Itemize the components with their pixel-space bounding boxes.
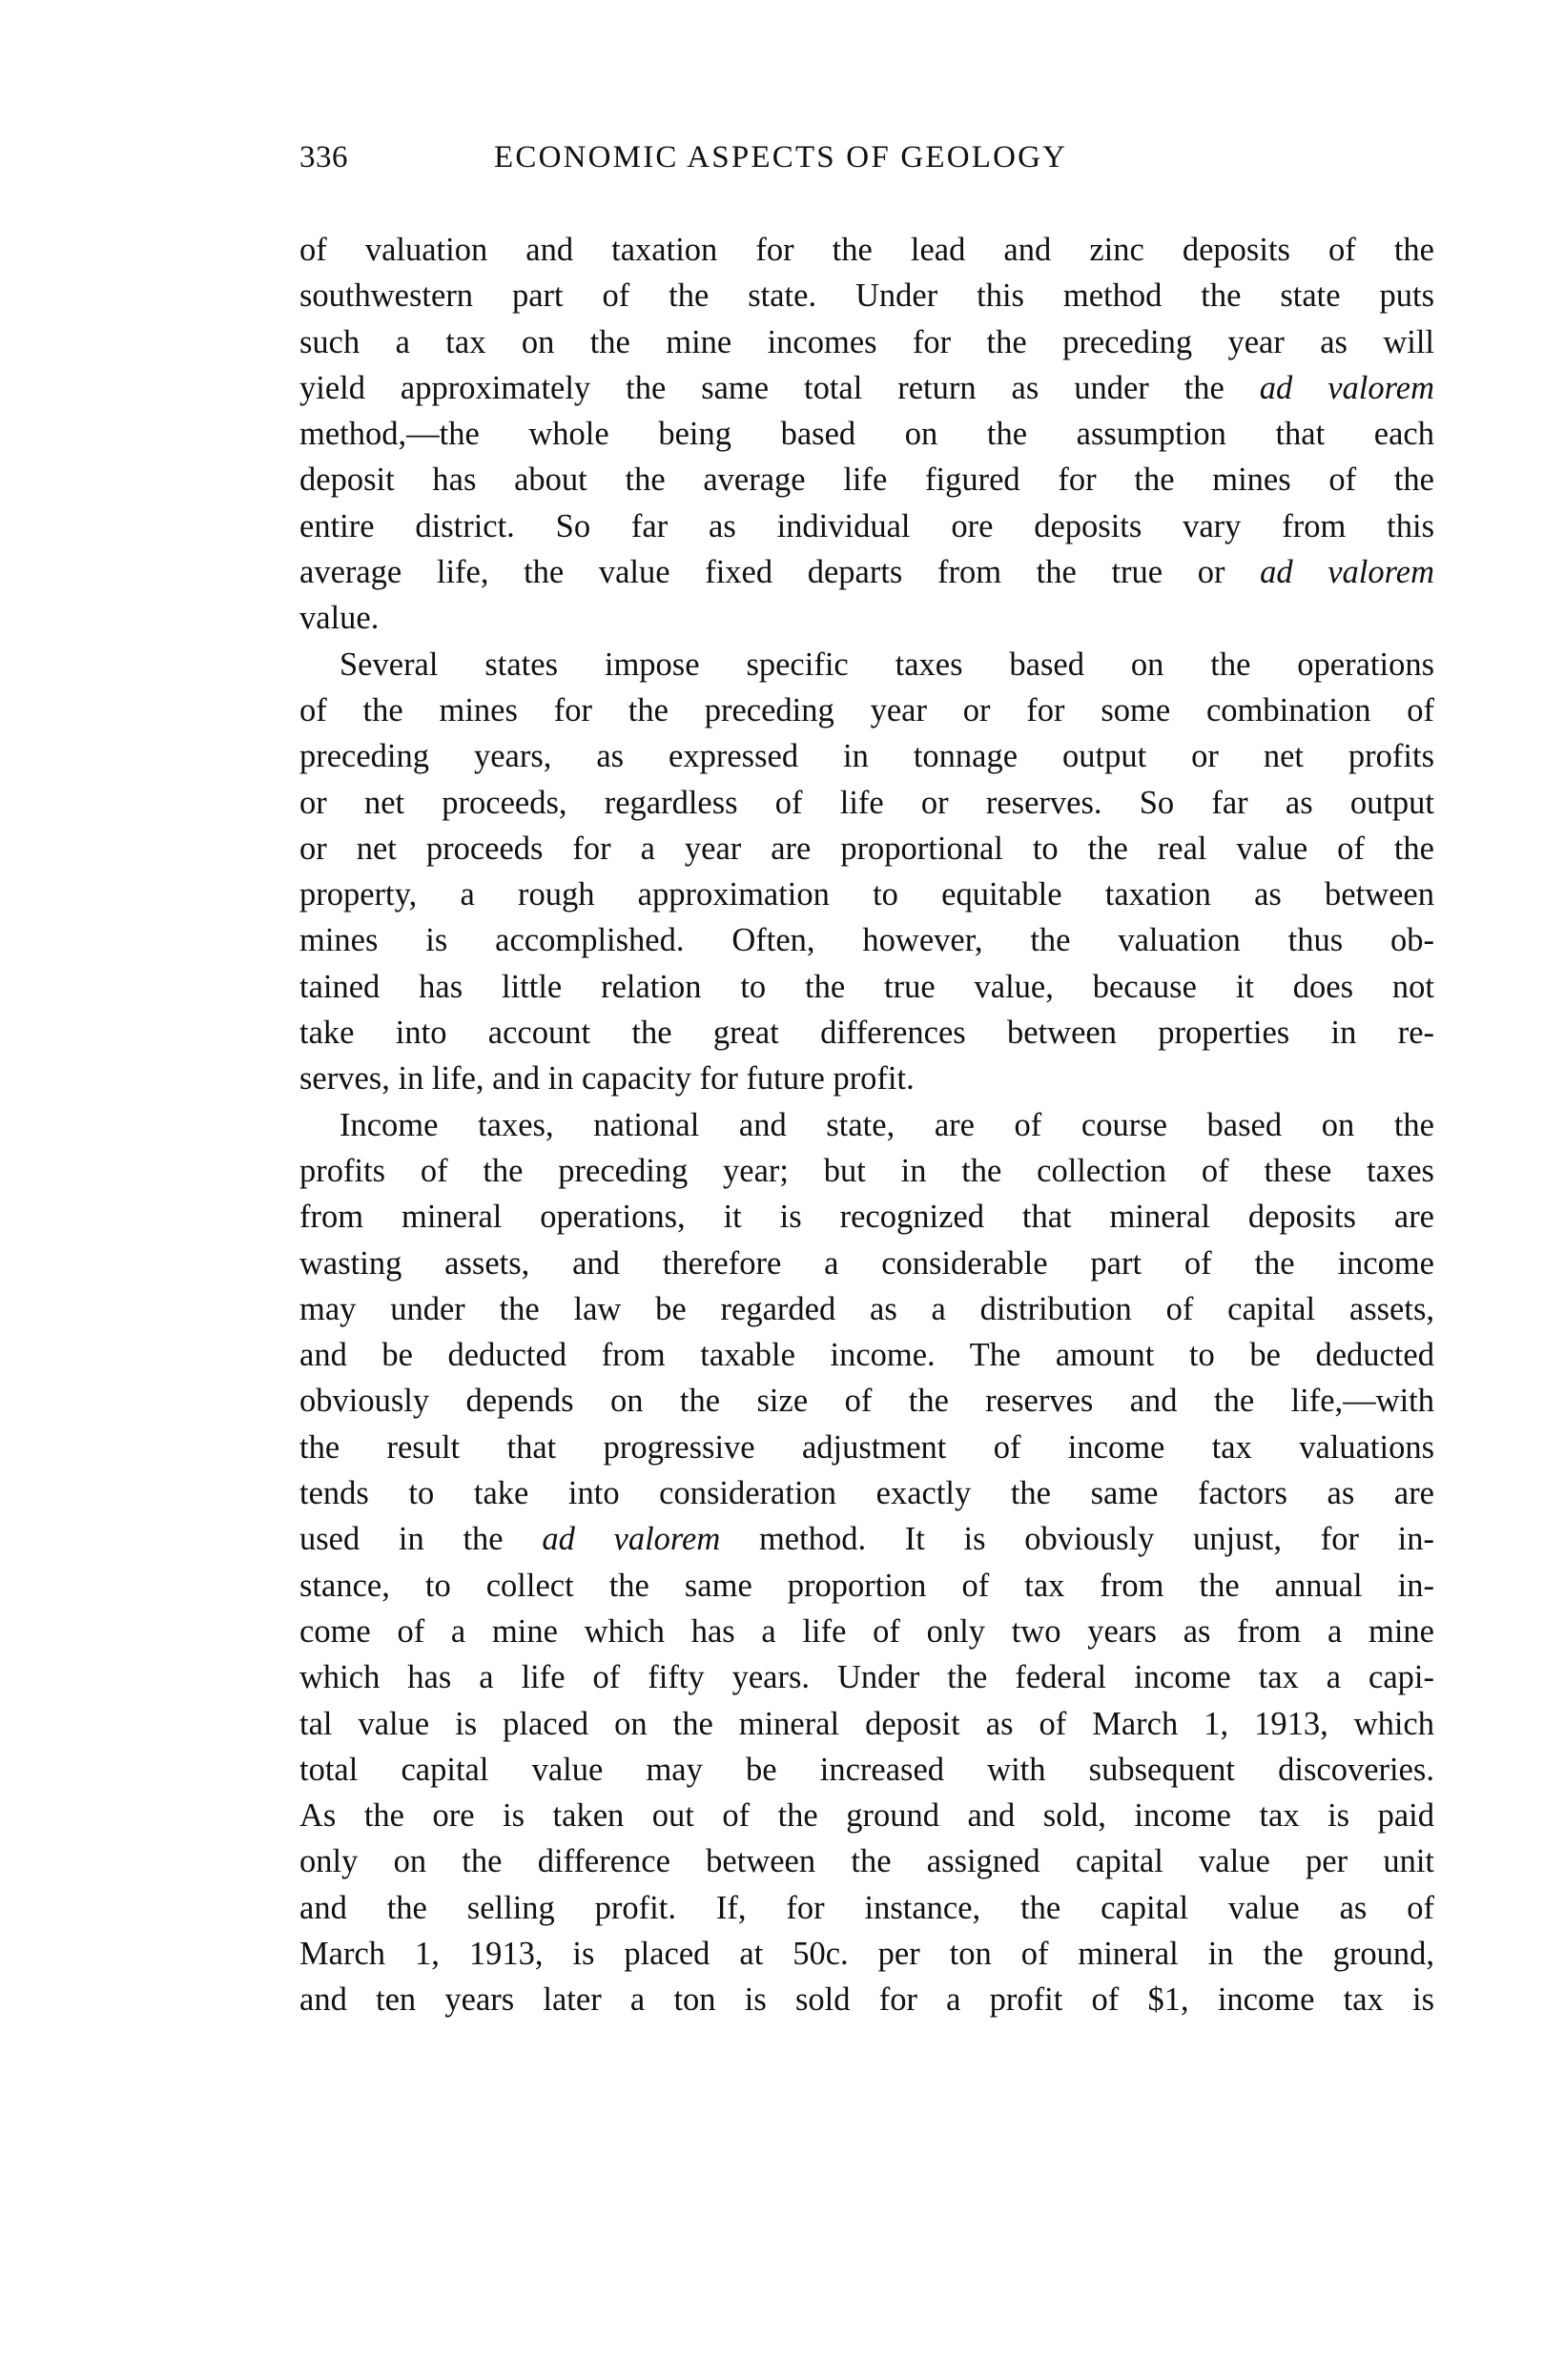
text-run: March 1, 1913, is placed at 50c. per ton of mineral in the ground,	[299, 1935, 1434, 1972]
text-run: method,—the whole being based on the assumption that each	[299, 416, 1434, 453]
text-line	[299, 1102, 1434, 1148]
text-line	[299, 365, 1434, 411]
page-number: 336	[299, 140, 348, 174]
text-run: and be deducted from taxable income. The amount to be deducted	[299, 1337, 1434, 1374]
text-run: yield approximately the same total return as under the	[299, 369, 1260, 406]
text-run: such a tax on the mine incomes for the preceding year as will	[299, 323, 1434, 360]
text-run: tal value is placed on the mineral deposit as of March 1, 1913, which	[299, 1705, 1434, 1742]
text-line	[299, 964, 1434, 1010]
text-line	[299, 227, 1434, 273]
text-line	[299, 1793, 1434, 1838]
text-run: and the selling profit. If, for instance, the capital value as of	[299, 1889, 1434, 1926]
text-run: or net proceeds, regardless of life or reserves. So far as output	[299, 784, 1434, 821]
text-line	[299, 1010, 1434, 1056]
text-run: Several states impose specific taxes based on the operations	[340, 646, 1434, 683]
text-run: from mineral operations, it is recognized that mineral deposits are	[299, 1199, 1434, 1236]
text-line	[299, 1885, 1434, 1931]
text-line	[299, 273, 1434, 318]
text-line	[299, 1516, 1434, 1562]
text-line	[299, 733, 1434, 779]
text-run: stance, to collect the same proportion of tax from the annual in-	[299, 1567, 1434, 1604]
text-run: preceding years, as expressed in tonnage output or net profits	[299, 738, 1434, 775]
text-run: serves, in life, and in capacity for future profit.	[299, 1060, 915, 1098]
text-line	[299, 1931, 1434, 1977]
text-line	[299, 642, 1434, 687]
text-line	[299, 826, 1434, 872]
text-line	[299, 917, 1434, 963]
text-run: method. It is obviously unjust, for in-	[720, 1521, 1434, 1558]
text-line	[299, 780, 1434, 826]
text-line	[299, 1332, 1434, 1378]
text-line	[299, 457, 1434, 503]
text-run: only on the difference between the assigned capital value per unit	[299, 1843, 1434, 1880]
text-run: total capital value may be increased with subsequent discoveries.	[299, 1751, 1434, 1788]
text-line	[299, 503, 1434, 549]
italic-phrase: ad valorem	[542, 1521, 721, 1558]
running-title: ECONOMIC ASPECTS OF GEOLOGY	[494, 140, 1068, 174]
text-run: wasting assets, and therefore a considerable part of the income	[299, 1244, 1434, 1282]
text-line	[299, 687, 1434, 733]
text-line	[299, 319, 1434, 365]
text-line	[299, 1194, 1434, 1240]
text-line	[299, 1241, 1434, 1286]
text-line	[299, 1747, 1434, 1793]
text-line	[299, 1470, 1434, 1516]
body-text	[299, 227, 1434, 2023]
text-line	[299, 1286, 1434, 1332]
text-run: and ten years later a ton is sold for a profit of $1, income tax is	[299, 1981, 1434, 2019]
italic-phrase: ad valorem	[1260, 554, 1434, 591]
text-run: mines is accomplished. Often, however, the valuation thus ob-	[299, 922, 1434, 959]
text-line	[299, 411, 1434, 457]
text-run: of valuation and taxation for the lead and zinc deposits of the	[299, 232, 1434, 268]
text-line	[299, 1425, 1434, 1470]
text-run: used in the	[299, 1521, 543, 1558]
text-run: profits of the preceding year; but in the collection of these taxes	[299, 1152, 1434, 1189]
text-run: of the mines for the preceding year or for some combination of	[299, 691, 1434, 728]
text-line	[299, 1378, 1434, 1424]
text-run: or net proceeds for a year are proportional to the real value of the	[299, 830, 1434, 867]
text-run: tained has little relation to the true value, because it does not	[299, 968, 1434, 1005]
text-line	[299, 549, 1434, 595]
text-run: take into account the great differences between properties in re-	[299, 1015, 1434, 1052]
text-line	[299, 595, 1434, 641]
text-line	[299, 1563, 1434, 1609]
text-line	[299, 1654, 1434, 1700]
text-run: may under the law be regarded as a distribution of capital assets,	[299, 1290, 1434, 1327]
paragraph	[299, 642, 1434, 1102]
paragraph	[299, 1102, 1434, 2023]
text-line	[299, 1056, 1434, 1101]
text-run: obviously depends on the size of the reserves and the life,—with	[299, 1383, 1434, 1420]
text-run: value.	[299, 600, 380, 637]
text-run: entire district. So far as individual ore deposits vary from this	[299, 507, 1434, 544]
text-run: property, a rough approximation to equitable taxation as between	[299, 876, 1434, 913]
text-run: deposit has about the average life figured for the mines of the	[299, 462, 1434, 499]
text-line	[299, 1838, 1434, 1884]
text-line	[299, 1701, 1434, 1747]
text-run: the result that progressive adjustment of income tax valuations	[299, 1428, 1434, 1466]
text-run: southwestern part of the state. Under this method the state puts	[299, 277, 1434, 315]
text-run: which has a life of fifty years. Under the federal income tax a capi-	[299, 1659, 1434, 1696]
text-line	[299, 1609, 1434, 1654]
running-head	[299, 133, 1434, 181]
text-run: average life, the value fixed departs from the true or	[299, 554, 1261, 591]
italic-phrase: ad valorem	[1259, 369, 1434, 406]
text-run: Income taxes, national and state, are of course based on the	[340, 1106, 1434, 1143]
text-line	[299, 872, 1434, 917]
text-line	[299, 1977, 1434, 2022]
paragraph	[299, 227, 1434, 642]
text-run: As the ore is taken out of the ground and sold, income tax is paid	[299, 1797, 1434, 1835]
text-run: tends to take into consideration exactly the same factors as are	[299, 1475, 1434, 1512]
text-run: come of a mine which has a life of only two years as from a mine	[299, 1612, 1434, 1650]
text-line	[299, 1148, 1434, 1194]
